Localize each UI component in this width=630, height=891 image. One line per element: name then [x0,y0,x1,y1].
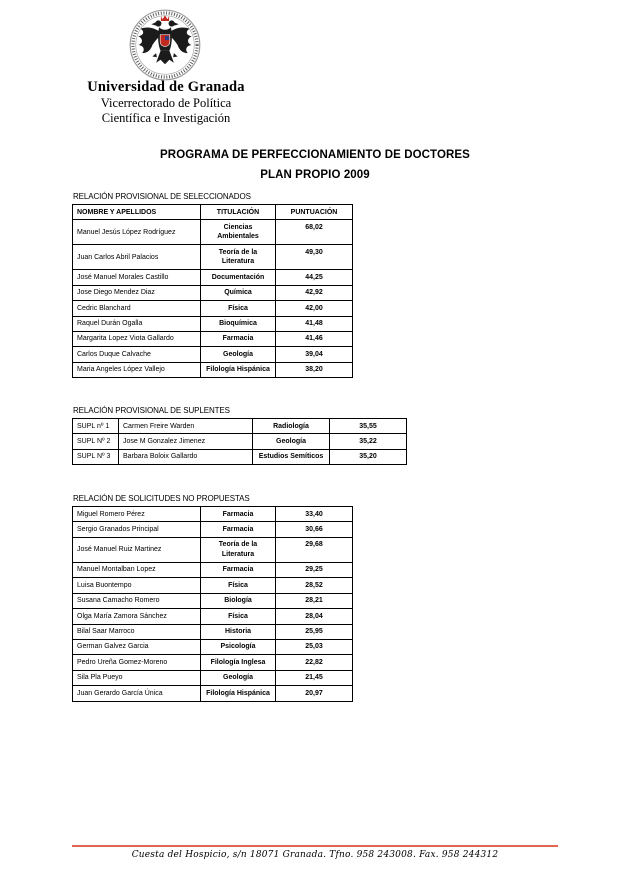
cell-name: Jose M Gonzalez Jimenez [119,434,253,449]
cell-deg: Documentación [201,270,276,285]
cell-deg: Farmacia [201,522,276,537]
table-row [73,331,353,346]
table-row [73,301,353,316]
seleccionados-table-container [72,204,353,378]
cell-deg: Filología Hispánica [201,362,276,377]
cell-score: 42,00 [276,301,353,316]
cell-deg: Filología Hispánica [201,686,276,701]
cell-score: 41,46 [276,331,353,346]
cell-score: 42,92 [276,285,353,300]
cell-deg: Psicología [201,639,276,654]
table-row [73,609,353,624]
cell-deg: Estudios Semíticos [253,449,330,464]
cell-deg: Bioquímica [201,316,276,331]
cell-deg: Filología Inglesa [201,655,276,670]
cell-deg: Radiología [253,419,330,434]
cell-name: Carlos Duque Calvache [73,347,201,362]
table-header-row [73,205,353,220]
cell-name: Miguel Romero Pérez [73,507,201,522]
cell-name: Barbara Boloix Gallardo [119,449,253,464]
column-header: TITULACIÓN [201,205,276,220]
footer-address: Cuesta del Hospicio, s/n 18071 Granada. Tfno. 958 243008. Fax. 958 244312 [131,850,499,860]
cell-name: Raquel Durán Ogalla [73,316,201,331]
cell-score: 41,48 [276,316,353,331]
cell-score: 21,45 [276,670,353,685]
cell-name: German Galvez Garcia [73,639,201,654]
no-propuestas-table-container [72,506,353,702]
cell-deg: Farmacia [201,331,276,346]
cell-score: 44,25 [276,270,353,285]
title-line-2: PLAN PROPIO 2009 [260,169,370,181]
table-row [73,449,407,464]
cell-deg: Geología [253,434,330,449]
table-row [73,537,353,562]
section-heading: RELACIÓN PROVISIONAL DE SELECCIONADOS [73,192,251,201]
cell-name: Manuel Montalban Lopez [73,562,201,577]
cell-deg: Geología [201,347,276,362]
no-propuestas-table [72,506,353,702]
cell-supl: SUPL Nº 3 [73,449,119,464]
cell-score: 35,55 [330,419,407,434]
table-row [73,347,353,362]
section-seleccionados [72,192,353,378]
table-row [73,245,353,270]
cell-name: Maria Angeles López Vallejo [73,362,201,377]
table-row [73,220,353,245]
cell-score: 28,04 [276,609,353,624]
department-line-1: Vicerrectorado de Política [100,96,232,110]
cell-score: 28,21 [276,593,353,608]
cell-name: Manuel Jesús López Rodríguez [73,220,201,245]
section-no-propuestas [72,494,353,702]
cell-name: Juan Carlos Abril Palacios [73,245,201,270]
cell-name: José Manuel Morales Castillo [73,270,201,285]
suplentes-table [72,418,407,465]
cell-score: 49,30 [276,245,353,270]
cell-score: 39,04 [276,347,353,362]
table-row [73,362,353,377]
cell-name: Luisa Buontempo [73,578,201,593]
ugr-seal-logo [127,8,203,82]
table-row [73,316,353,331]
table-row [73,434,407,449]
cell-score: 30,66 [276,522,353,537]
cell-score: 28,52 [276,578,353,593]
table-row [73,624,353,639]
footer-rule [72,845,558,847]
cell-deg: Química [201,285,276,300]
table-row [73,285,353,300]
cell-deg: Física [201,301,276,316]
cell-deg: Física [201,578,276,593]
table-row [73,270,353,285]
cell-score: 38,20 [276,362,353,377]
cell-score: 33,40 [276,507,353,522]
cell-deg: Farmacia [201,562,276,577]
cell-deg: Teoría de la Literatura [201,245,276,270]
table-row [73,639,353,654]
cell-supl: SUPL Nº 2 [73,434,119,449]
cell-name: Cedric Blanchard [73,301,201,316]
cell-name: Juan Gerardo García Única [73,686,201,701]
cell-name: Susana Camacho Romero [73,593,201,608]
department-line-2: Científica e Investigación [101,111,231,125]
title-line-1: PROGRAMA DE PERFECCIONAMIENTO DE DOCTORES [160,149,470,161]
cell-name: Bilal Saar Marroco [73,624,201,639]
table-row [73,507,353,522]
section-heading: RELACIÓN PROVISIONAL DE SUPLENTES [73,406,230,415]
cell-deg: Física [201,609,276,624]
section-suplentes [72,406,407,465]
cell-supl: SUPL nº 1 [73,419,119,434]
seleccionados-table [72,204,353,378]
letterhead [46,79,286,126]
cell-name: Carmen Freire Warden [119,419,253,434]
university-name: Universidad de Granada [87,79,245,95]
cell-score: 35,22 [330,434,407,449]
section-heading: RELACIÓN DE SOLICITUDES NO PROPUESTAS [73,494,250,503]
cell-deg: Biología [201,593,276,608]
table-row [73,522,353,537]
suplentes-table-container [72,418,407,465]
cell-deg: Geología [201,670,276,685]
cell-score: 20,97 [276,686,353,701]
cell-name: Sila Pla Pueyo [73,670,201,685]
table-row [73,419,407,434]
table-row [73,562,353,577]
table-row [73,670,353,685]
cell-name: Olga María Zamora Sánchez [73,609,201,624]
cell-deg: Historia [201,624,276,639]
cell-deg: Ciencias Ambientales [201,220,276,245]
cell-score: 25,03 [276,639,353,654]
table-row [73,593,353,608]
cell-name: Jose Diego Mendez Diaz [73,285,201,300]
ugr-seal-graphic [127,8,203,82]
table-row [73,686,353,701]
cell-score: 25,95 [276,624,353,639]
cell-name: Pedro Ureña Gomez-Moreno [73,655,201,670]
table-row [73,655,353,670]
cell-deg: Teoría de la Literatura [201,537,276,562]
table-row [73,578,353,593]
cell-score: 29,68 [276,537,353,562]
cell-score: 35,20 [330,449,407,464]
cell-score: 29,25 [276,562,353,577]
column-header: PUNTUACIÓN [276,205,353,220]
cell-name: Margarita Lopez Viota Gallardo [73,331,201,346]
column-header: NOMBRE Y APELLIDOS [73,205,201,220]
cell-score: 68,02 [276,220,353,245]
cell-score: 22,82 [276,655,353,670]
page-title [0,145,630,185]
cell-name: José Manuel Ruiz Martinez [73,537,201,562]
cell-name: Sergio Granados Principal [73,522,201,537]
cell-deg: Farmacia [201,507,276,522]
